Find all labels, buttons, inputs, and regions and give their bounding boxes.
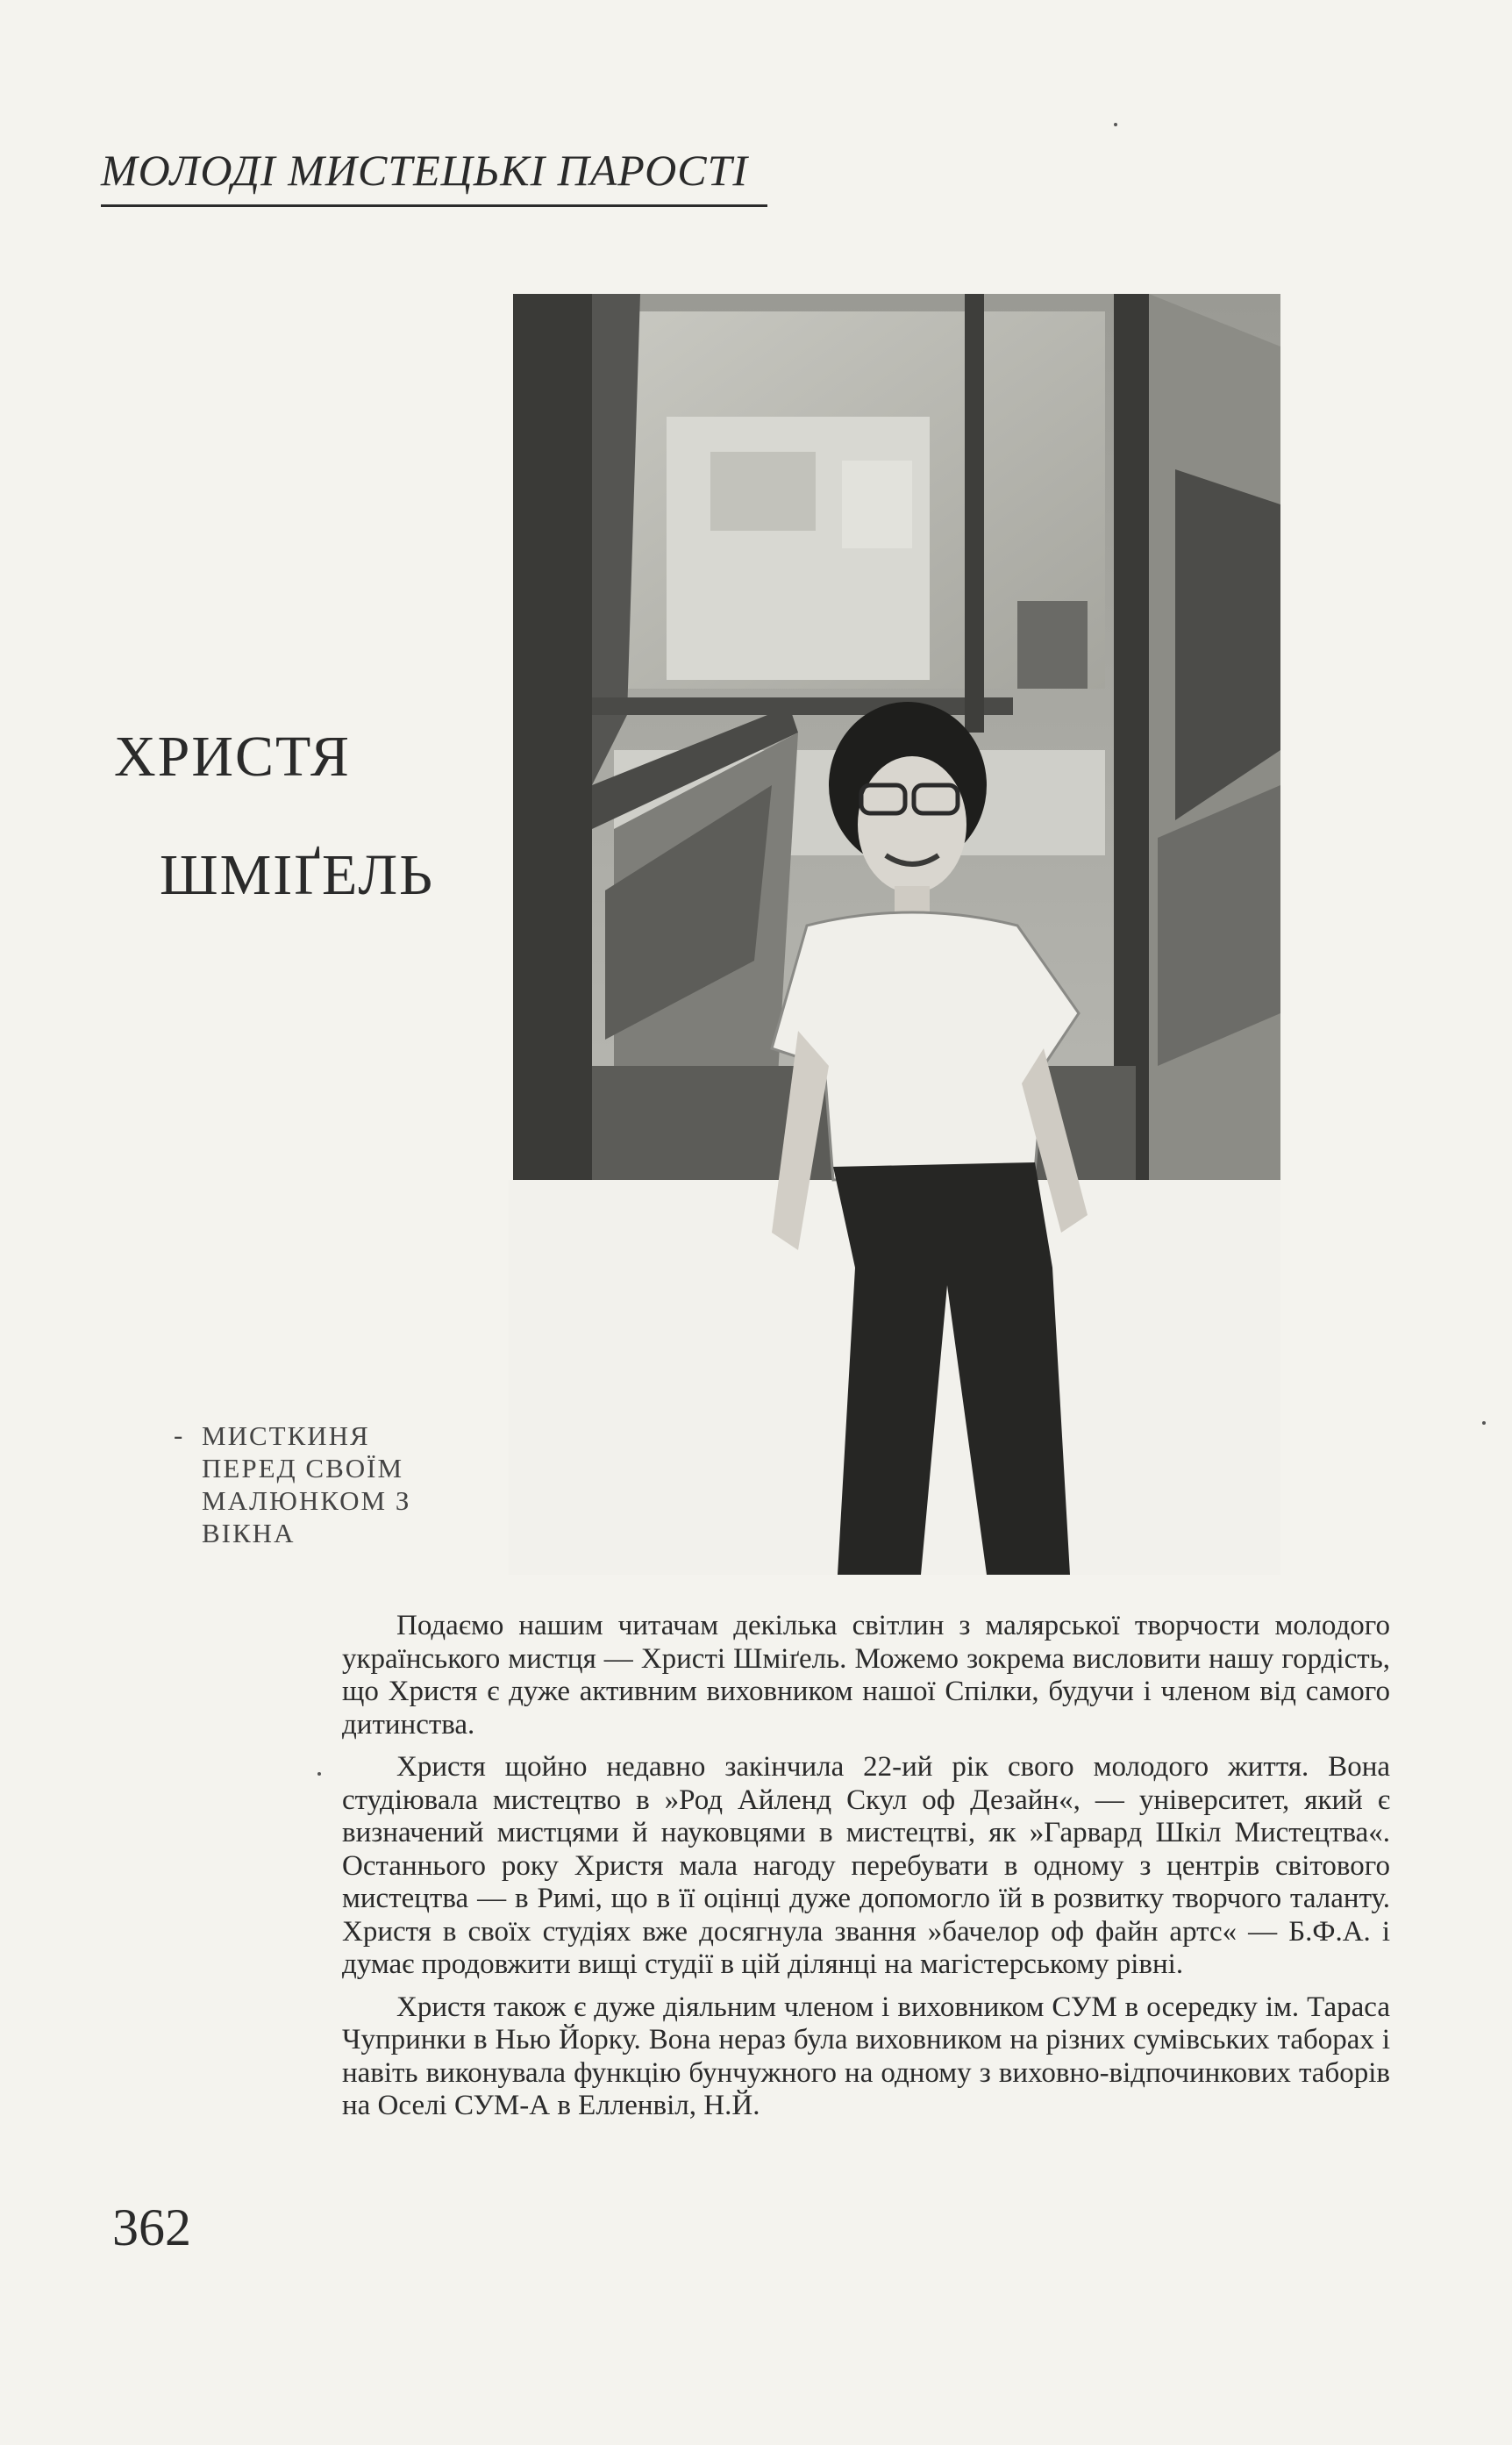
photo-caption: МИСТКИНЯ ПЕРЕД СВОЇМ МАЛЮНКОМ З ВІКНА [202,1420,411,1548]
print-speck [1114,123,1117,126]
caption-dash: - [174,1419,183,1450]
artist-first-name: ХРИСТЯ [114,725,351,789]
page-number: 362 [112,2198,191,2256]
article-body [342,1610,1390,2133]
print-speck [1482,1421,1486,1425]
print-speck [317,1772,321,1776]
article-paragraph: Подаємо нашим читачам декілька світлин з малярської творчости молодого українського мистця — Христі Шміґель. Можемо зокрема висловити нашу гордість, що Христя є дуже активним виховником нашої Спілки, будучи і членом від самого дитинства. [342,1610,1390,1741]
article-paragraph: Христя також є дуже діяльним членом і виховником СУМ в осередку ім. Тараса Чупринки в Нью Йорку. Вона нераз була виховником на різних сумівських таборах і навіть виконувала функцію бунчужного на одному з виховно-відпочинкових таборів на Оселі СУМ-А в Елленвіл, Н.Й. [342,1991,1390,2121]
artist-last-name: ШМІҐЕЛЬ [160,843,435,907]
article-paragraph: Христя щойно недавно закінчила 22-ий рік свого молодого життя. Вона студіювала мистецтво в »Род Айленд Скул оф Дезайн«, — університет, який є визначений мистцями й науковцями в мистецтві, як »Гарвард Шкіл Мистецтва«. Останнього року Христя мала нагоду перебувати в одному з центрів світового мистецтва — в Римі, що в її оцінці дуже допомогло їй в розвитку творчого таланту. Христя в своїх студіях вже досягнула звання »бачелор оф файн артс« — Б.Ф.А. і думає продовжити вищі студії в цій ділянці на магістерському рівні. [342,1751,1390,1980]
artist-photo [509,294,1280,1575]
section-header: МОЛОДІ МИСТЕЦЬКІ ПАРОСТІ [101,145,767,207]
